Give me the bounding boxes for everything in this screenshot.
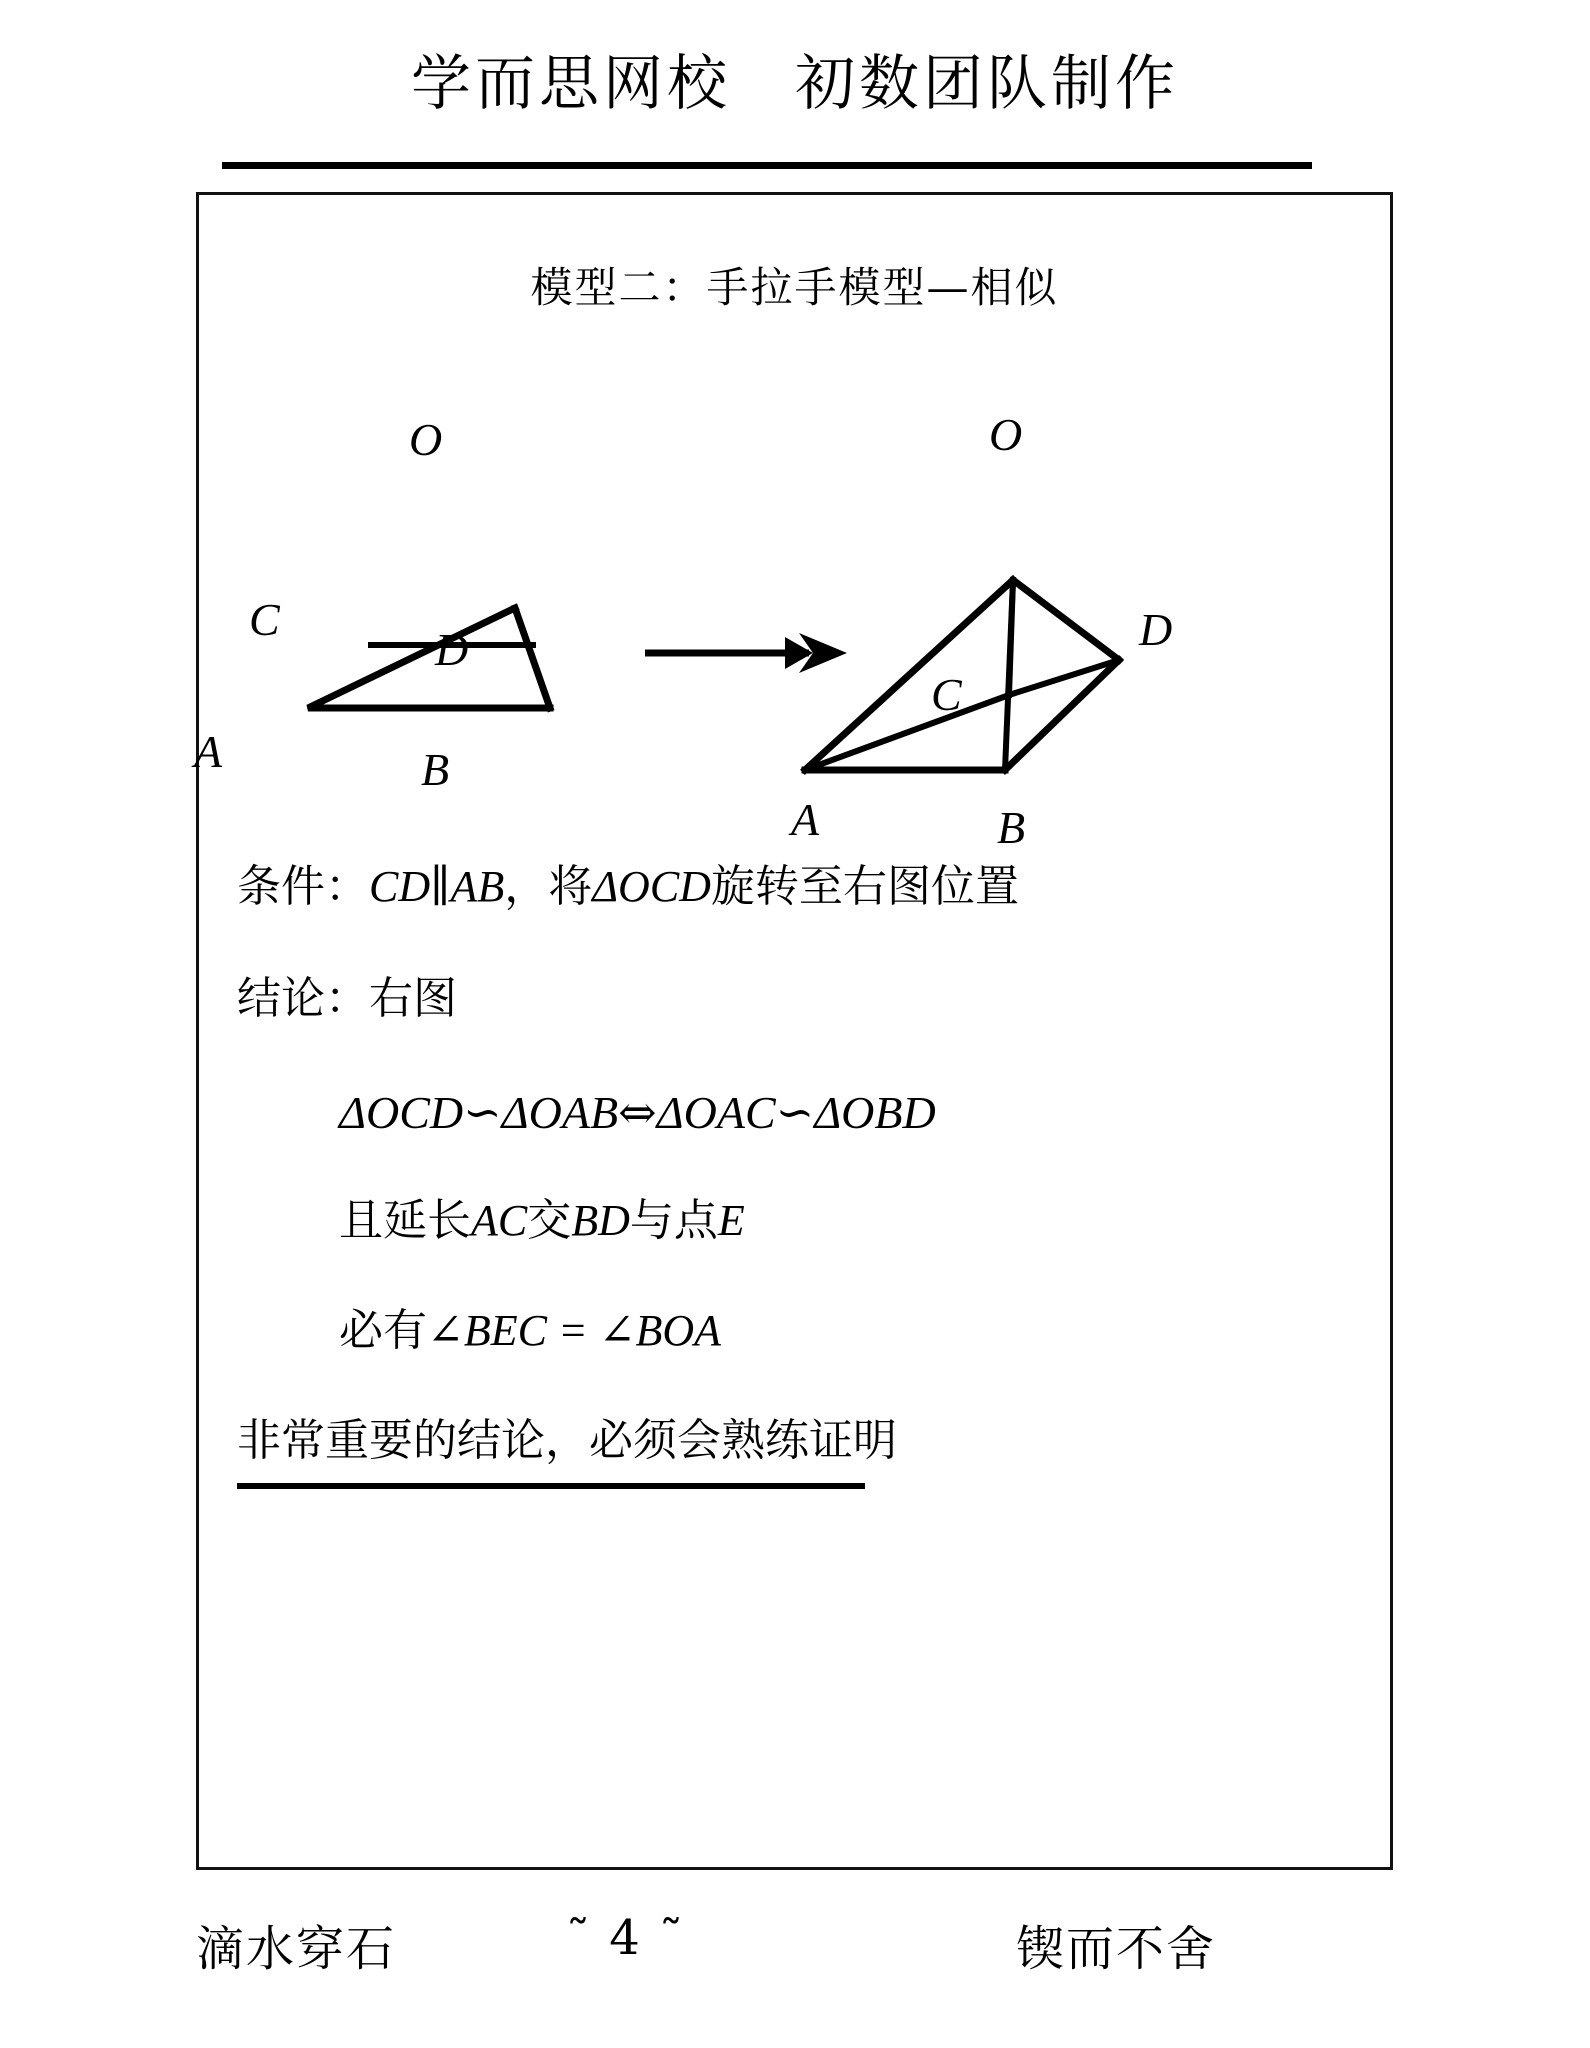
condition-line: [237, 863, 1019, 911]
document-header: [0, 48, 1590, 120]
extend-line: [339, 1197, 745, 1245]
condition-expr2: AB: [450, 862, 505, 911]
formula-right1: ΔOAB: [501, 1087, 619, 1138]
right-label-A: A: [791, 794, 820, 845]
similar-symbol-1: ∽: [463, 1085, 502, 1139]
formula-left1: ΔOCD: [339, 1087, 464, 1138]
rotation-arrow-icon: [645, 633, 847, 673]
angle-expression: ∠BEC = ∠BOA: [427, 1306, 722, 1355]
condition-label: 条件：: [237, 861, 369, 912]
left-label-C: C: [249, 594, 280, 645]
extend-suffix: 与点: [629, 1195, 718, 1246]
left-label-A: A: [194, 726, 223, 777]
extend-seg2: BD: [571, 1196, 630, 1245]
footer-left-text: 滴水穿石: [196, 1921, 397, 1977]
right-figure-diagram: [805, 580, 1119, 770]
similarity-formula: [339, 1087, 936, 1139]
left-label-B: B: [421, 744, 450, 795]
page-title: 学而思网校 初数团队制作: [411, 49, 1179, 119]
extend-middle: 交: [527, 1195, 572, 1246]
condition-expr1: CD: [369, 862, 431, 911]
extend-seg1: AC: [471, 1196, 528, 1245]
content-frame: [196, 192, 1393, 1870]
iff-symbol: ⇔: [618, 1085, 657, 1139]
left-label-O: O: [409, 414, 443, 465]
document-footer: [196, 1910, 1393, 2000]
important-note: 非常重要的结论，必须会熟练证明: [237, 1415, 897, 1466]
similar-symbol-2: ∽: [775, 1085, 815, 1139]
conclusion-label: 结论：右图: [237, 973, 457, 1024]
formula-right2: ΔOBD: [814, 1087, 936, 1138]
page-number: ˜ 4 ˜: [566, 1910, 686, 1966]
header-divider: [222, 162, 1312, 169]
angle-prefix: 必有: [339, 1305, 427, 1356]
angle-line: [339, 1307, 721, 1355]
model-subtitle: 模型二：手拉手模型—相似: [530, 263, 1059, 312]
extend-prefix: 且延长: [339, 1195, 471, 1246]
right-label-O: O: [989, 409, 1023, 460]
condition-triangle: ΔOCD: [592, 862, 711, 911]
extend-point: E: [717, 1196, 745, 1245]
formula-left2: ΔOAC: [656, 1087, 776, 1138]
left-label-D: D: [435, 624, 469, 675]
right-label-D: D: [1139, 604, 1173, 655]
condition-comma: ，将: [504, 861, 593, 912]
important-note-underline: [237, 1483, 865, 1489]
right-label-C: C: [931, 669, 962, 720]
left-figure-diagram: [308, 608, 550, 708]
parallel-symbol: ∥: [430, 861, 451, 912]
footer-right-text: 锲而不舍: [1016, 1921, 1217, 1977]
right-label-B: B: [997, 802, 1026, 853]
geometry-figures: [194, 315, 1396, 853]
condition-tail: 旋转至右图位置: [710, 861, 1019, 912]
